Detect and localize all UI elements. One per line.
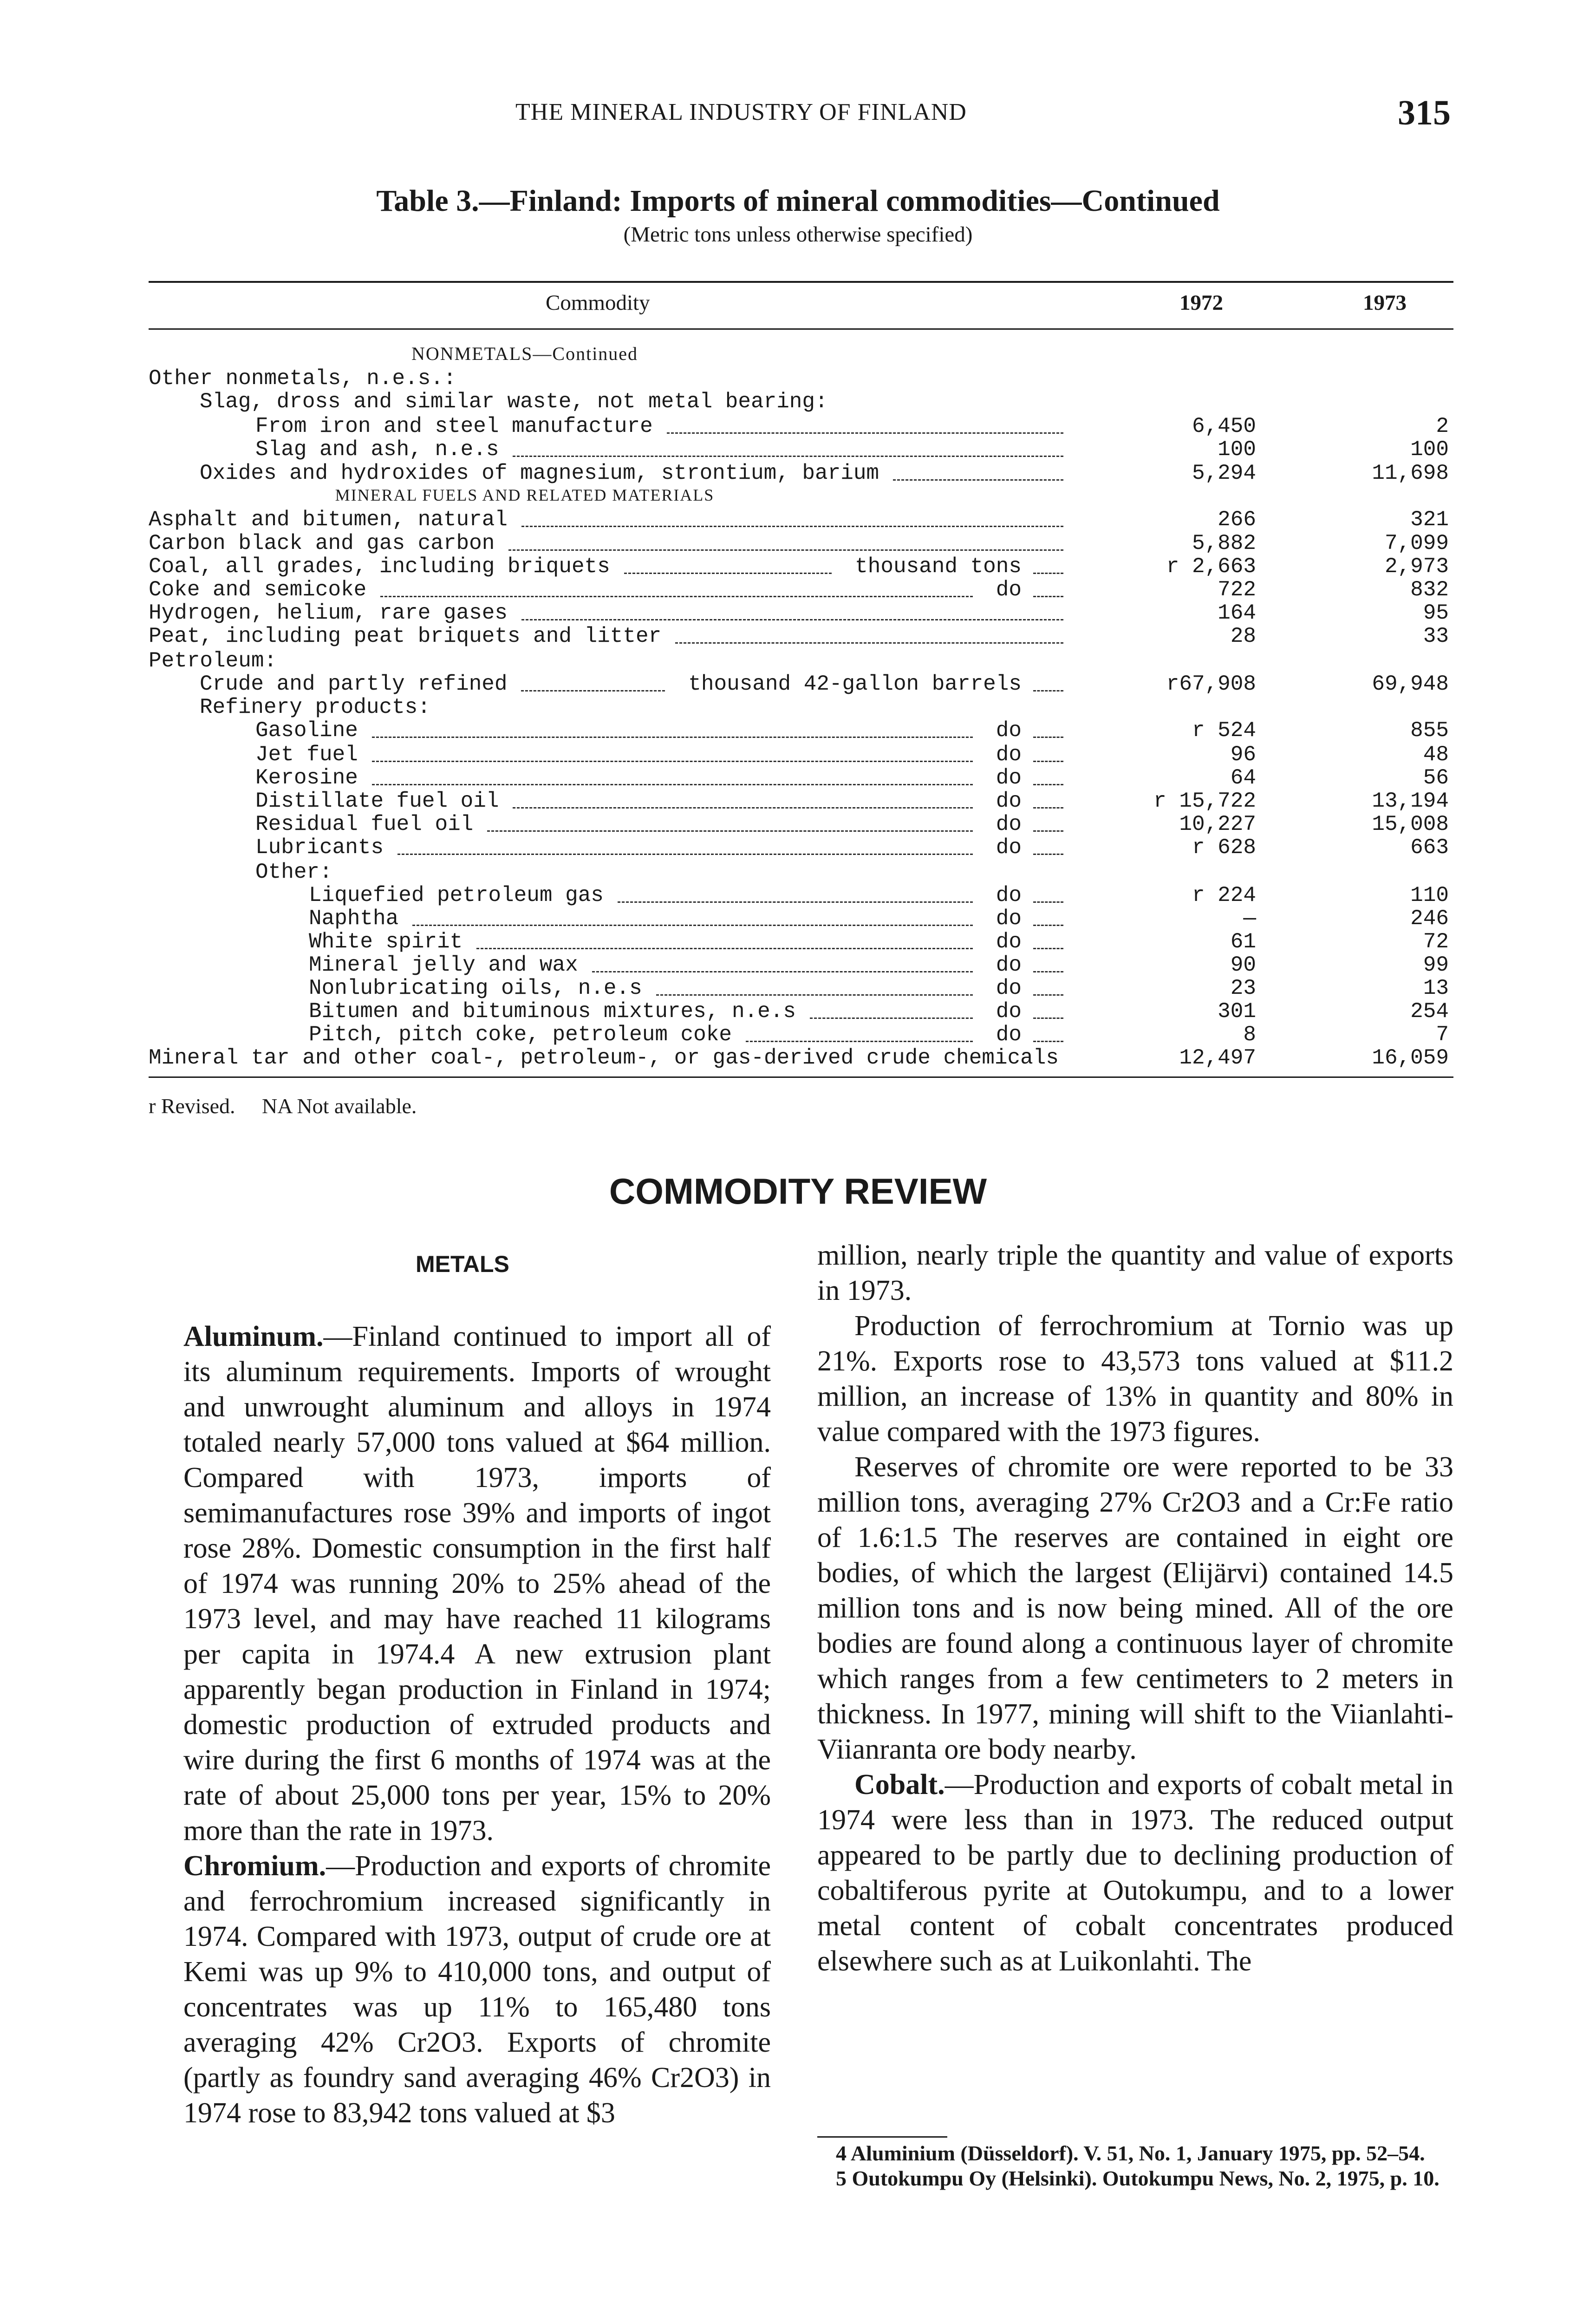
row-label: Gasoline: [255, 718, 358, 743]
dot-leader-tail: [1033, 830, 1063, 832]
table-row: [0, 508, 1596, 531]
paragraph-reserves-text: Reserves of chromite ore were reported to be 33 million tons, averaging 27% Cr2O3 and a Cr:Fe ratio of 1.6:1.5 The reserves are contained in eight ore bodies, of which the largest (Elijärvi) contained 14.5 million tons and is now being mined. All of the ore bodies are found along a continuous layer of chromite which ranges from a few centimeters to 2 meters in thickness. In 1977, mining will shift to the Viianlahti-Viianranta ore body nearby.: [817, 1451, 1453, 1765]
table-row: [0, 813, 1596, 836]
dot-leader: [667, 432, 1063, 434]
cell-1972: 90: [1230, 953, 1256, 977]
row-label: Liquefied petroleum gas: [309, 883, 604, 907]
row-unit: do: [996, 1023, 1022, 1047]
table-subtitle: (Metric tons unless otherwise specified): [623, 222, 973, 247]
left-column: [183, 1319, 771, 2131]
section-label-nonmetals: NONMETALS—Continued: [411, 343, 638, 364]
cell-1972: 12,497: [1179, 1046, 1256, 1070]
cell-1972: 5,882: [1192, 531, 1256, 555]
cell-1973: 7: [1436, 1023, 1449, 1047]
table-row: [0, 743, 1596, 766]
cell-1972: 8: [1243, 1023, 1256, 1047]
dot-leader: [810, 1018, 973, 1019]
cell-1973: 7,099: [1384, 531, 1449, 555]
cell-1972: 23: [1230, 976, 1256, 1000]
row-unit: do: [996, 743, 1022, 767]
cell-1972: r67,908: [1166, 672, 1256, 696]
dot-leader: [521, 619, 1063, 620]
dot-leader: [508, 549, 1063, 551]
table-top-rule: [149, 281, 1453, 283]
cell-1972: 164: [1218, 601, 1256, 625]
paragraph-reserves: [817, 1449, 1453, 1767]
dot-leader-tail: [1033, 1041, 1063, 1042]
row-label: From iron and steel manufacture: [255, 414, 653, 438]
cell-1973: 16,059: [1372, 1046, 1449, 1070]
cell-1972: 10,227: [1179, 812, 1256, 836]
section-label-fuels: MINERAL FUELS AND RELATED MATERIALS: [335, 486, 715, 504]
row-unit: do: [996, 718, 1022, 743]
cell-1972: 100: [1218, 437, 1256, 462]
row-label: Naphtha: [309, 907, 399, 931]
dot-leader: [397, 854, 973, 855]
row-label: Mineral tar and other coal-, petroleum-, or gas-derived crude chemicals: [149, 1046, 1059, 1070]
table-row: [0, 861, 1596, 884]
row-label: Jet fuel: [255, 743, 358, 767]
dot-leader: [513, 807, 972, 809]
paragraph-chromium: [183, 1848, 771, 2131]
dot-leader-tail: [1033, 737, 1063, 738]
row-unit: do: [996, 907, 1022, 931]
cell-1973: 254: [1410, 999, 1449, 1024]
row-label: Nonlubricating oils, n.e.s: [309, 976, 642, 1000]
cell-1973: 48: [1423, 743, 1449, 767]
footnote-rule: [817, 2136, 947, 2138]
cell-1973: 832: [1410, 578, 1449, 602]
row-label: Bitumen and bituminous mixtures, n.e.s: [309, 999, 796, 1024]
dot-leader-tail: [1033, 807, 1063, 809]
running-head: THE MINERAL INDUSTRY OF FINLAND: [515, 99, 967, 125]
row-unit: thousand 42-gallon barrels: [688, 672, 1022, 696]
cell-1973: 13: [1423, 976, 1449, 1000]
cell-1973: 2: [1436, 414, 1449, 438]
table-row: [0, 578, 1596, 601]
row-label: Coal, all grades, including briquets: [149, 554, 610, 579]
dot-leader: [521, 526, 1063, 527]
table-title: Table 3.—Finland: Imports of mineral commodities—Continued: [376, 184, 1220, 218]
cell-1972: 6,450: [1192, 414, 1256, 438]
table-row: [0, 789, 1596, 813]
run-in-heading-aluminum: Aluminum.: [183, 1321, 324, 1352]
row-label: Refinery products:: [200, 695, 430, 719]
cell-1973: 95: [1423, 601, 1449, 625]
row-label: Crude and partly refined: [200, 672, 508, 696]
cell-1972: 301: [1218, 999, 1256, 1024]
row-label: Hydrogen, helium, rare gases: [149, 601, 508, 625]
row-unit: thousand tons: [855, 554, 1022, 579]
dot-leader: [476, 948, 973, 949]
dot-leader-tail: [1033, 784, 1063, 785]
cell-1972: 722: [1218, 578, 1256, 602]
row-label: Mineral jelly and wax: [309, 953, 578, 977]
section-heading-commodity-review: COMMODITY REVIEW: [609, 1171, 987, 1212]
row-unit: do: [996, 812, 1022, 836]
dot-leader: [372, 784, 973, 785]
footnote-5: 5 Outokumpu Oy (Helsinki). Outokumpu News, No. 2, 1975, p. 10.: [836, 2166, 1440, 2190]
cell-1973: 15,008: [1372, 812, 1449, 836]
dot-leader: [746, 1041, 973, 1042]
dot-leader-tail: [1033, 573, 1063, 574]
dot-leader-tail: [1033, 761, 1063, 762]
dot-leader-tail: [1033, 994, 1063, 996]
dot-leader: [372, 761, 973, 762]
table-row: [0, 462, 1596, 485]
subsection-heading-metals: METALS: [416, 1251, 509, 1277]
dot-leader-tail: [1033, 1018, 1063, 1019]
footnote-4: 4 Aluminium (Düsseldorf). V. 51, No. 1, January 1975, pp. 52–54.: [836, 2141, 1425, 2165]
cell-1973: 99: [1423, 953, 1449, 977]
row-label: Slag and ash, n.e.s: [255, 437, 499, 462]
dot-leader: [618, 901, 973, 903]
run-in-heading-cobalt: Cobalt.: [854, 1769, 945, 1800]
table-row: [0, 719, 1596, 742]
dot-leader-tail: [1033, 690, 1063, 691]
dot-leader: [412, 925, 973, 926]
column-header-commodity: Commodity: [546, 291, 650, 315]
row-unit: do: [996, 930, 1022, 954]
cell-1972: 96: [1230, 743, 1256, 767]
table-row: [0, 1023, 1596, 1046]
row-unit: do: [996, 789, 1022, 813]
page-number: 315: [1398, 93, 1451, 132]
table-row: [0, 766, 1596, 789]
table-header-rule: [149, 328, 1453, 330]
paragraph-aluminum-text: —Finland continued to import all of its aluminum requirements. Imports of wrought and unwrought aluminum and alloys in 1974 totaled nearly 57,000 tons valued at $64 million. Compared with 1973, imports of semimanufactures rose 39% and imports of ingot rose 28%. Domestic consumption in the first half of 1974 was running 20% to 25% ahead of the 1973 level, and may have reached 11 kilograms per capita in 1974.4 A new extrusion plant apparently began production in Finland in 1974; domestic production of extruded products and wire during the first 6 months of 1974 was at the rate of about 25,000 tons per year, 15% to 20% more than the rate in 1973.: [183, 1321, 771, 1846]
table-row: [0, 367, 1596, 390]
row-label: Other nonmetals, n.e.s.:: [149, 366, 456, 391]
cell-1973: 855: [1410, 718, 1449, 743]
dot-leader: [380, 596, 973, 597]
table-row: [0, 696, 1596, 719]
cell-1972: 5,294: [1192, 461, 1256, 485]
dot-leader: [521, 690, 665, 691]
table-row: [0, 930, 1596, 953]
cell-1973: 72: [1423, 930, 1449, 954]
table-row: [0, 649, 1596, 672]
table-row: [0, 532, 1596, 555]
row-unit: do: [996, 578, 1022, 602]
paragraph-cobalt: [817, 1767, 1453, 1979]
row-unit: do: [996, 953, 1022, 977]
cell-1973: 13,194: [1372, 789, 1449, 813]
table-row: [0, 953, 1596, 977]
cell-1973: 11,698: [1372, 461, 1449, 485]
cell-1973: 33: [1423, 624, 1449, 648]
dot-leader: [675, 642, 1063, 644]
dot-leader: [513, 456, 1063, 457]
table-bottom-rule: [149, 1076, 1453, 1078]
dot-leader: [592, 971, 973, 972]
table-row: [0, 907, 1596, 930]
cell-1973: 321: [1410, 508, 1449, 532]
table-row: [0, 438, 1596, 461]
table-row: [0, 672, 1596, 696]
cell-1972: r 524: [1192, 718, 1256, 743]
cell-1973: 246: [1410, 907, 1449, 931]
paragraph-ferrochromium-cont: million, nearly triple the quantity and value of exports in 1973.: [817, 1239, 1453, 1306]
table-row: [0, 977, 1596, 1000]
table-row: [0, 1000, 1596, 1023]
cell-1973: 110: [1410, 883, 1449, 907]
row-label: White spirit: [309, 930, 463, 954]
cell-1973: 56: [1423, 766, 1449, 790]
cell-1972: 266: [1218, 508, 1256, 532]
row-label: Asphalt and bitumen, natural: [149, 508, 508, 532]
cell-1972: r 628: [1192, 835, 1256, 860]
dot-leader-tail: [1033, 925, 1063, 926]
dot-leader: [624, 573, 832, 574]
column-header-1973: 1973: [1363, 291, 1407, 315]
cell-1973: 69,948: [1372, 672, 1449, 696]
row-label: Kerosine: [255, 766, 358, 790]
cell-1973: 663: [1410, 835, 1449, 860]
dot-leader: [372, 737, 973, 738]
row-label: Oxides and hydroxides of magnesium, strontium, barium: [200, 461, 879, 485]
right-column: [817, 1238, 1453, 1979]
table-row: [0, 555, 1596, 578]
dot-leader-tail: [1033, 596, 1063, 597]
table-row: [0, 884, 1596, 907]
row-label: Coke and semicoke: [149, 578, 367, 602]
row-label: Petroleum:: [149, 649, 277, 673]
run-in-heading-chromium: Chromium.: [183, 1850, 326, 1882]
row-unit: do: [996, 883, 1022, 907]
table-row: [0, 601, 1596, 625]
row-unit: do: [996, 976, 1022, 1000]
row-label: Carbon black and gas carbon: [149, 531, 495, 555]
row-unit: do: [996, 835, 1022, 860]
table-footnote: r Revised. NA Not available.: [149, 1094, 417, 1118]
cell-1972: r 224: [1192, 883, 1256, 907]
row-label: Distillate fuel oil: [255, 789, 499, 813]
dot-leader-tail: [1033, 854, 1063, 855]
cell-1973: 100: [1410, 437, 1449, 462]
cell-1973: 2,973: [1384, 554, 1449, 579]
row-label: Pitch, pitch coke, petroleum coke: [309, 1023, 732, 1047]
row-label: Lubricants: [255, 835, 384, 860]
paragraph-chromium-text: —Production and exports of chromite and ferrochromium increased significantly in 1974. Compared with 1973, output of crude ore at Kemi was up 9% to 410,000 tons, and output of concentrates was up 11% to 165,480 tons averaging 42% Cr2O3. Exports of chromite (partly as foundry sand averaging 46% Cr2O3) in 1974 rose to 83,942 tons valued at $3: [183, 1850, 771, 2129]
cell-1972: —: [1243, 907, 1256, 931]
dot-leader: [487, 830, 973, 832]
cell-1972: 61: [1230, 930, 1256, 954]
row-unit: do: [996, 766, 1022, 790]
row-unit: do: [996, 999, 1022, 1024]
paragraph-ferrochromium: Production of ferrochromium at Tornio was up 21%. Exports rose to 43,573 tons valued at $11.2 million, an increase of 13% in quantity and 80% in value compared with the 1973 figures.: [817, 1310, 1453, 1448]
row-label: Residual fuel oil: [255, 812, 474, 836]
dot-leader-tail: [1033, 901, 1063, 903]
footnotes: [817, 2141, 1453, 2191]
cell-1972: 64: [1230, 766, 1256, 790]
dot-leader-tail: [1033, 948, 1063, 949]
table-row: [0, 390, 1596, 413]
row-label: Other:: [255, 860, 332, 884]
dot-leader: [656, 994, 973, 996]
paragraph-aluminum: [183, 1319, 771, 1848]
table-row: [0, 625, 1596, 648]
table-row: [0, 415, 1596, 438]
row-label: Slag, dross and similar waste, not metal bearing:: [200, 390, 828, 414]
cell-1972: r 2,663: [1166, 554, 1256, 579]
table-row: [0, 836, 1596, 859]
table-row: [0, 1046, 1596, 1070]
dot-leader: [893, 479, 1063, 481]
paragraph-cobalt-text: —Production and exports of cobalt metal in 1974 were less than in 1973. The reduced output appeared to be partly due to declining production of cobaltiferous pyrite at Outokumpu, and to a lower metal content of cobalt concentrates produced elsewhere such as at Luikonlahti. The: [817, 1769, 1453, 1977]
dot-leader-tail: [1033, 971, 1063, 972]
row-label: Peat, including peat briquets and litter: [149, 624, 662, 648]
cell-1972: 28: [1230, 624, 1256, 648]
column-header-1972: 1972: [1179, 291, 1223, 315]
cell-1972: r 15,722: [1153, 789, 1256, 813]
